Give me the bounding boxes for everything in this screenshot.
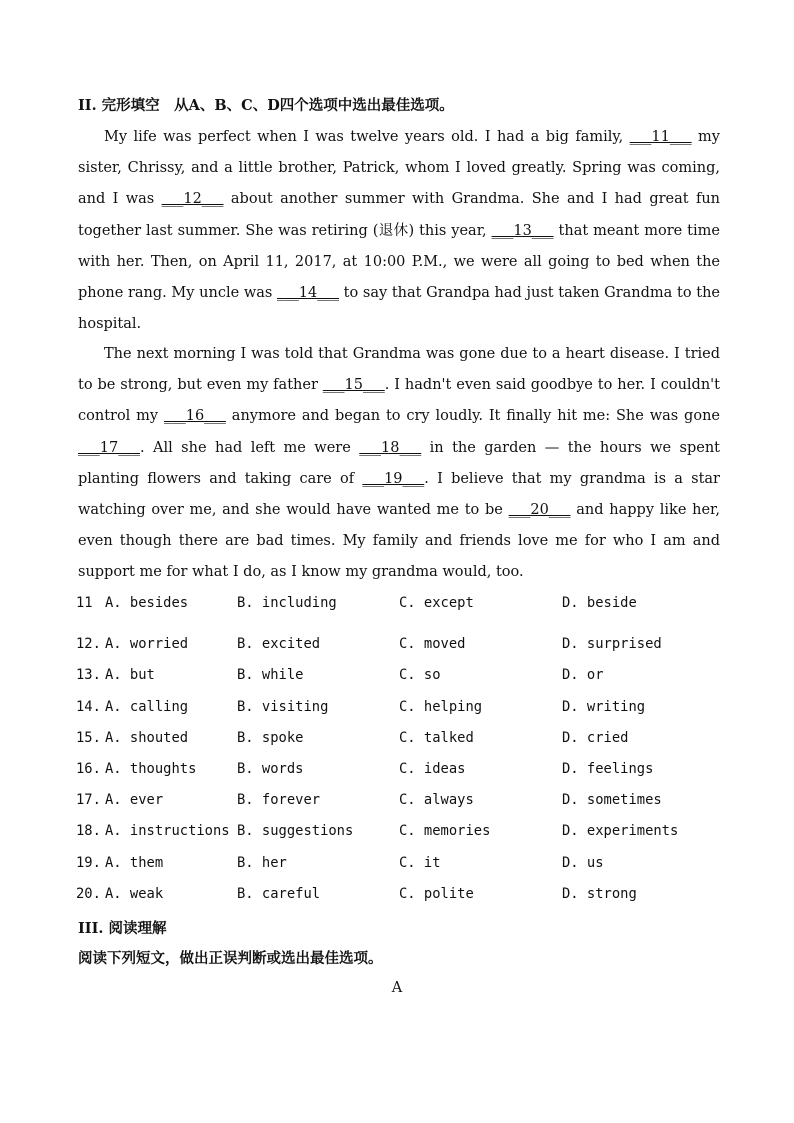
- option-row-16: [76, 761, 736, 785]
- option-row-13: [76, 667, 736, 691]
- blank-14: ___14___: [277, 285, 339, 302]
- passage-text: to say that Grandpa had just taken Grandma to the hospital.: [78, 285, 720, 333]
- passage-text: anymore and began to cry loudly. It finally hit me: She was gone: [225, 408, 720, 425]
- option-c: C. moved: [399, 636, 466, 652]
- option-a: A. but: [105, 667, 155, 683]
- passage-label: A: [391, 980, 403, 996]
- blank-11: ___11___: [629, 129, 692, 145]
- option-row-11: [76, 595, 736, 619]
- option-d: D. feelings: [562, 761, 654, 777]
- passage-text: and happy like her, even though there are bad times. My family and friends love me for who I am and support me for what I do, as I know my grandma would, too.: [78, 502, 720, 581]
- question-number: 18.: [76, 823, 101, 839]
- option-a: A. besides: [105, 595, 189, 611]
- question-number: 13.: [76, 667, 101, 683]
- option-b: B. visiting: [237, 699, 329, 715]
- option-d: D. sometimes: [562, 792, 662, 808]
- option-b: B. while: [237, 667, 304, 683]
- option-a: A. worried: [105, 636, 189, 652]
- passage-text: in the garden — the hours we spent planting flowers and taking care of: [78, 439, 720, 487]
- section-2-heading: II. 完形填空 从A、B、C、D四个选项中选出最佳选项。: [78, 97, 454, 114]
- passage-text: The next morning I was told that Grandma was gone due to a heart disease. I tried to be strong, but even my father: [78, 346, 720, 394]
- passage-text: about another summer with Grandma. She and I had great fun together last summer. She was retiring (退休) this year,: [78, 191, 720, 239]
- blank-18: ___18___: [359, 439, 422, 456]
- passage-text: . I hadn't even said goodbye to her. I couldn't control my: [78, 377, 720, 425]
- option-b: B. her: [237, 855, 287, 871]
- option-row-19: [76, 855, 736, 879]
- passage-text: . I believe that my grandma is a star watching over me, and she would have wanted me to be: [78, 470, 720, 519]
- question-number: 16.: [76, 761, 101, 777]
- option-b: B. excited: [237, 636, 321, 652]
- option-row-18: [76, 823, 736, 847]
- option-a: A. shouted: [105, 730, 189, 746]
- blank-13: ___13___: [491, 222, 554, 239]
- option-b: B. suggestions: [237, 823, 354, 839]
- blank-17: ___17___: [78, 439, 140, 456]
- option-c: C. talked: [399, 730, 474, 746]
- option-d: D. strong: [562, 886, 637, 902]
- passage-paragraph-2: [78, 339, 720, 589]
- blank-19: ___19___: [362, 470, 425, 487]
- passage-text: . All she had left me were: [139, 439, 360, 456]
- option-a: A. thoughts: [105, 761, 197, 777]
- option-a: A. calling: [105, 699, 189, 715]
- option-a: A. instructions: [105, 823, 230, 839]
- option-c: C. memories: [399, 823, 491, 839]
- question-number: 15.: [76, 730, 101, 746]
- question-number: 14.: [76, 699, 101, 715]
- option-c: C. ideas: [399, 761, 466, 777]
- option-c: C. so: [399, 667, 441, 683]
- option-a: A. ever: [105, 792, 164, 808]
- blank-12: ___12___: [161, 191, 224, 208]
- section-3-instruction: 阅读下列短文，做出正误判断或选出最佳选项。: [78, 950, 383, 967]
- question-number: 11: [76, 595, 93, 611]
- option-d: D. or: [562, 667, 604, 683]
- option-b: B. forever: [237, 792, 321, 808]
- option-row-20: [76, 886, 736, 910]
- option-b: B. words: [237, 761, 304, 777]
- option-row-14: [76, 699, 736, 723]
- blank-16: ___16___: [163, 408, 226, 425]
- question-number: 17.: [76, 792, 101, 808]
- option-row-17: [76, 792, 736, 816]
- section-3-heading: III. 阅读理解: [78, 920, 167, 937]
- option-b: B. including: [237, 595, 337, 611]
- option-d: D. us: [562, 855, 604, 871]
- option-d: D. surprised: [562, 636, 662, 652]
- option-d: D. beside: [562, 595, 637, 611]
- option-d: D. experiments: [562, 823, 679, 839]
- option-a: A. them: [105, 855, 164, 871]
- question-number: 19.: [76, 855, 101, 871]
- question-number: 12.: [76, 636, 101, 652]
- blank-15: ___15___: [322, 377, 385, 394]
- option-row-15: [76, 730, 736, 754]
- option-c: C. always: [399, 792, 474, 808]
- passage-paragraph-1: [78, 122, 720, 340]
- option-d: D. cried: [562, 730, 629, 746]
- option-a: A. weak: [105, 886, 164, 902]
- option-c: C. it: [399, 855, 441, 871]
- passage-text: my sister, Chrissy, and a little brother, Patrick, whom I loved greatly. Spring was coming, and I was: [78, 129, 720, 208]
- passage-text: that meant more time with her. Then, on April 11, 2017, at 10:00 P.M., we were all going to bed when the phone rang. My uncle was: [78, 222, 720, 302]
- passage-text: My life was perfect when I was twelve years old. I had a big family,: [104, 129, 630, 145]
- option-c: C. helping: [399, 699, 483, 715]
- question-number: 20.: [76, 886, 101, 902]
- option-row-12: [76, 636, 736, 660]
- option-b: B. spoke: [237, 730, 304, 746]
- option-d: D. writing: [562, 699, 646, 715]
- blank-20: ___20___: [508, 502, 571, 519]
- option-c: C. polite: [399, 886, 474, 902]
- option-b: B. careful: [237, 886, 321, 902]
- option-c: C. except: [399, 595, 474, 611]
